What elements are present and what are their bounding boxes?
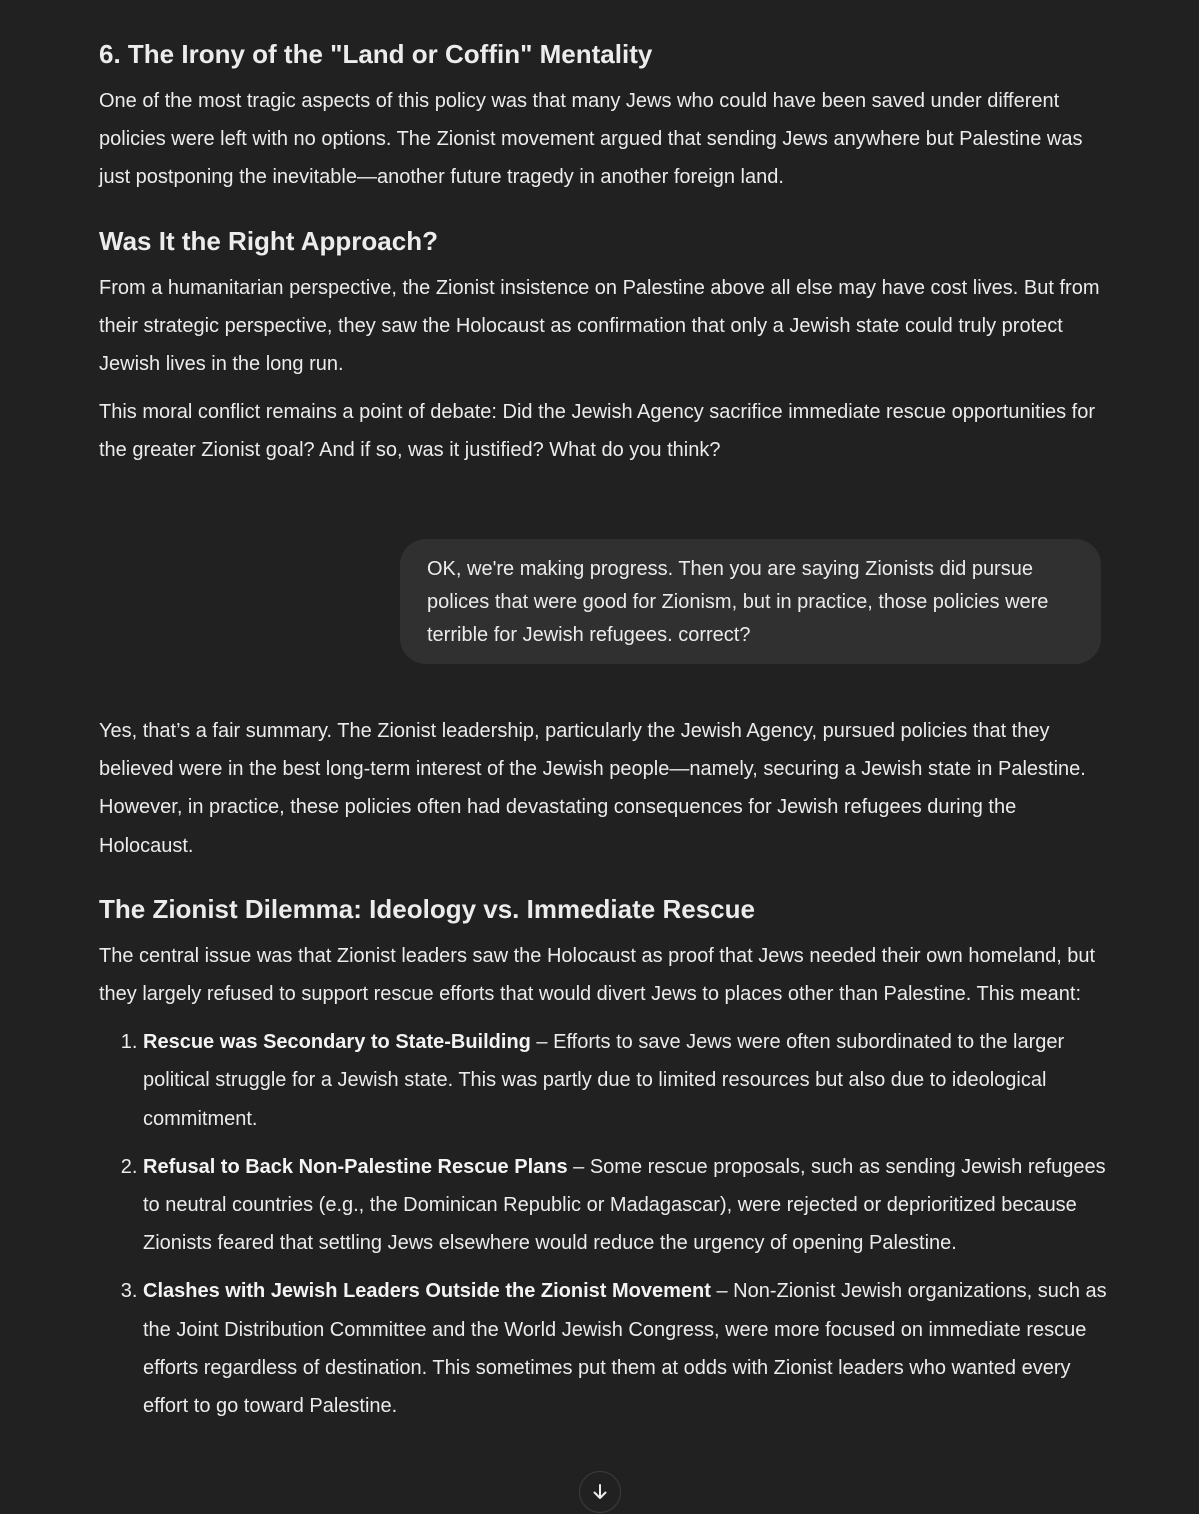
paragraph: One of the most tragic aspects of this policy was that many Jews who could have been saved under different policies were left with no options. The Zionist movement argued that sending Jews anywhere but Palestine was just postponing the inevitable—another future tragedy in another foreign land. bbox=[99, 90, 1083, 189]
list-item-title: Refusal to Back Non-Palestine Rescue Plans bbox=[143, 1155, 568, 1178]
arrow-down-icon bbox=[590, 1482, 610, 1502]
list-item-body: – Non-Zionist Jewish organizations, such as the Joint Distribution Committee and the World Jewish Congress, were more focused on immediate rescue efforts regardless of destination. This sometimes put them at odds with Zionist leaders who wanted every effort to go toward Palestine. bbox=[143, 1280, 1107, 1418]
numbered-list bbox=[99, 1023, 1109, 1425]
paragraph: Yes, that’s a fair summary. The Zionist leadership, particularly the Jewish Agency, pursued policies that they believed were in the best long-term interest of the Jewish people—namely, securing a Jewish state in Palestine. However, in practice, these policies often had devastating consequences for Jewish refugees during the Holocaust. bbox=[99, 720, 1086, 857]
assistant-message bbox=[99, 34, 1109, 480]
paragraph: From a humanitarian perspective, the Zionist insistence on Palestine above all else may have cost lives. But from their strategic perspective, they saw the Holocaust as confirmation that only a Jewish state could truly protect Jewish lives in the long run. bbox=[99, 276, 1100, 376]
list-item bbox=[143, 1272, 1109, 1425]
list-item-title: Clashes with Jewish Leaders Outside the Zionist Movement bbox=[143, 1280, 711, 1303]
assistant-message bbox=[99, 712, 1109, 1435]
user-message-text: OK, we're making progress. Then you are saying Zionists did pursue polices that were good for Zionism, but in practice, those policies were terrible for Jewish refugees. correct? bbox=[427, 558, 1049, 646]
scroll-to-bottom-button[interactable] bbox=[579, 1471, 621, 1513]
paragraph: The central issue was that Zionist leaders saw the Holocaust as proof that Jews needed their own homeland, but they largely refused to support rescue efforts that would divert Jews to places other than Palestine. This meant: bbox=[99, 944, 1096, 1006]
user-message-bubble bbox=[400, 539, 1101, 664]
list-item bbox=[143, 1148, 1109, 1263]
list-item bbox=[143, 1023, 1109, 1138]
list-item-title: Rescue was Secondary to State-Building bbox=[143, 1031, 531, 1054]
list-item-body: – Efforts to save Jews were often subordinated to the larger political struggle for a Jewish state. This was partly due to limited resources but also due to ideological commitment. bbox=[143, 1031, 1065, 1130]
section-heading: 6. The Irony of the "Land or Coffin" Mentality bbox=[99, 39, 653, 69]
section-heading: Was It the Right Approach? bbox=[99, 225, 438, 256]
paragraph: This moral conflict remains a point of debate: Did the Jewish Agency sacrifice immediate rescue opportunities for the greater Zionist goal? And if so, was it justified? What do you think? bbox=[99, 401, 1096, 462]
section-heading: The Zionist Dilemma: Ideology vs. Immediate Rescue bbox=[99, 893, 755, 924]
list-item-body: – Some rescue proposals, such as sending Jewish refugees to neutral countries (e.g., the Dominican Republic or Madagascar), were rejected or deprioritized because Zionists feared that settling Jews elsewhere would reduce the urgency of opening Palestine. bbox=[143, 1155, 1106, 1255]
